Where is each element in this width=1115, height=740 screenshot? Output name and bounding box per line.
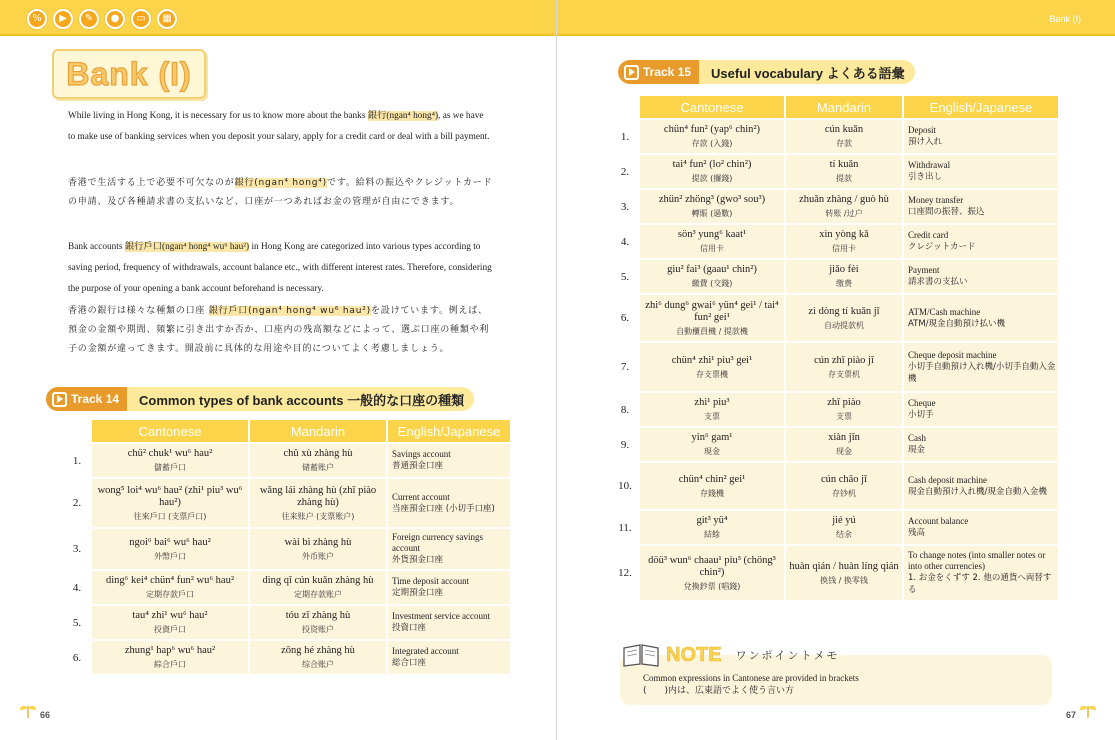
english-term: Savings account xyxy=(392,449,451,459)
cantonese-characters: 結餘 xyxy=(704,530,720,539)
table-row xyxy=(612,225,1058,258)
dot-icon[interactable]: ● xyxy=(105,9,125,29)
toggle-icon[interactable]: ▭ xyxy=(131,9,151,29)
cantonese-cell xyxy=(92,606,248,639)
page-number-left xyxy=(18,700,50,720)
row-number: 9. xyxy=(620,438,630,451)
table-row xyxy=(612,546,1058,600)
english-term: Payment xyxy=(908,265,940,275)
row-number: 2. xyxy=(72,497,82,509)
intro-text: 香港で生活する上で必要不可欠なのが xyxy=(68,178,235,188)
left-header-bar xyxy=(0,0,556,36)
japanese-term: 定期預金口座 xyxy=(392,588,444,598)
cantonese-cell xyxy=(640,260,784,293)
intro-paragraph-jp-2 xyxy=(68,302,493,359)
mandarin-cell xyxy=(250,571,386,604)
intro-text: , as we have to make use of banking services when you deposit your salary, apply for a credit card or deal with a bill payment. xyxy=(68,111,490,142)
japanese-term: 預け入れ xyxy=(908,137,943,147)
english-term: Integrated account xyxy=(392,646,459,656)
track-14-title: Common types of bank accounts 一般的な口座の種類 xyxy=(127,387,474,411)
cantonese-cell xyxy=(92,444,248,477)
japanese-term: 1. お金をくずす 2. 他の通貨へ両替する xyxy=(908,573,1052,595)
intro-paragraph-en-2 xyxy=(68,237,493,300)
col-header-english-japanese: English/Japanese xyxy=(388,420,510,442)
leaf-icon xyxy=(18,700,38,720)
mandarin-pinyin: chǔ xù zhàng hù xyxy=(283,448,353,459)
english-term: Time deposit account xyxy=(392,576,470,586)
intro-text: 香港の銀行は様々な種類の口座 xyxy=(68,306,209,316)
cantonese-characters: 投資戶口 xyxy=(154,625,186,634)
mandarin-cell xyxy=(250,606,386,639)
cantonese-romanization: zhung¹ hap⁶ wu⁶ hau² xyxy=(124,645,216,656)
header-chapter-title: Bank (I) xyxy=(1049,14,1081,24)
japanese-term: 外貨預金口座 xyxy=(392,555,444,565)
row-number: 8. xyxy=(620,403,630,416)
mandarin-pinyin: zhī piào xyxy=(827,397,861,408)
cantonese-cell xyxy=(640,463,784,509)
col-header-cantonese: Cantonese xyxy=(92,420,248,442)
mandarin-cell xyxy=(786,225,902,258)
cantonese-characters: 儲蓄戶口 xyxy=(154,463,186,472)
cantonese-characters: 轉賬 (過數) xyxy=(691,209,733,218)
mandarin-cell xyxy=(786,190,902,223)
col-header-mandarin: Mandarin xyxy=(250,420,386,442)
mandarin-pinyin: cún zhī piào jī xyxy=(814,354,874,366)
row-number: 5. xyxy=(72,616,82,629)
mandarin-pinyin: cún kuǎn xyxy=(824,124,864,135)
english-japanese-cell xyxy=(904,511,1058,544)
note-subtitle: ワンポイントメモ xyxy=(735,649,840,662)
cantonese-characters: 支票 xyxy=(704,412,720,421)
intro-paragraph-en-1 xyxy=(68,106,493,148)
mandarin-pinyin: xìn yòng kǎ xyxy=(819,229,869,240)
cantonese-cell xyxy=(92,571,248,604)
table-row xyxy=(612,295,1058,341)
cantonese-characters: 存款 (入錢) xyxy=(691,139,733,148)
cantonese-cell xyxy=(92,641,248,674)
english-term: Account balance xyxy=(908,516,969,526)
table-row xyxy=(612,155,1058,188)
mandarin-pinyin: huàn qián / huàn líng qián xyxy=(789,560,899,572)
row-number: 11. xyxy=(618,521,632,534)
play-icon[interactable]: ▶ xyxy=(53,9,73,29)
japanese-term: 口座間の振替、振込 xyxy=(908,207,985,217)
cantonese-romanization: tau⁴ zhi¹ wu⁶ hau² xyxy=(132,610,208,621)
row-number: 1. xyxy=(72,454,82,467)
cantonese-cell xyxy=(92,529,248,569)
cantonese-romanization: chü² chuk¹ wu⁶ hau² xyxy=(127,448,213,459)
english-term: Withdrawal xyxy=(908,160,951,170)
mandarin-pinyin: wài bì zhàng hù xyxy=(284,536,352,548)
mandarin-characters: 自动提款机 xyxy=(824,320,864,330)
english-term: Cash xyxy=(908,433,926,443)
english-japanese-cell xyxy=(904,295,1058,341)
mandarin-pinyin: zhuǎn zhàng / guò hù xyxy=(799,194,889,205)
mandarin-cell xyxy=(786,260,902,293)
cantonese-characters: 綜合戶口 xyxy=(154,660,186,669)
english-term: Foreign currency savings account xyxy=(392,532,483,553)
mandarin-characters: 定期存款账户 xyxy=(294,590,342,599)
mandarin-pinyin: zōng hé zhàng hù xyxy=(281,645,355,656)
track-14-play-button[interactable] xyxy=(46,387,127,411)
note-text xyxy=(643,672,859,698)
intro-text: を設けています。例えば、預金の金額や期間、頻繁に引き出すか否か、口座内の残高額などによって、選ぶ口座の種類や利子の金額が違ってきます。開設前に具体的な用途や目的についてよく考慮しましょう。 xyxy=(68,306,490,354)
english-japanese-cell xyxy=(388,641,510,674)
japanese-term: 小切手 xyxy=(908,410,934,420)
track-15-title: Useful vocabulary よくある語彙 xyxy=(699,60,915,84)
english-japanese-cell xyxy=(904,393,1058,426)
english-japanese-cell xyxy=(904,343,1058,391)
cantonese-cell xyxy=(640,190,784,223)
audio-play-icon xyxy=(624,65,639,80)
page-number-text: 66 xyxy=(40,710,51,720)
cantonese-cell xyxy=(640,343,784,391)
japanese-term: 現金自動預け入れ機/現金自動入金機 xyxy=(908,486,1047,497)
mandarin-pinyin: dìng qī cún kuǎn zhàng hù xyxy=(262,575,374,586)
intro-text: in Hong Kong are categorized into various types according to saving period, frequency of withdrawals, account balance etc., with different interest rates. Therefore, considering the purpose of your opening a bank account beforehand is necessary. xyxy=(68,242,492,294)
row-number: 3. xyxy=(620,200,630,213)
cantonese-characters: 提款 (攞錢) xyxy=(691,174,733,183)
highlight-term: 銀行(ngan⁴ hong⁴) xyxy=(234,178,327,188)
mandarin-characters: 信用卡 xyxy=(832,244,856,253)
english-japanese-cell xyxy=(388,606,510,639)
english-term: Deposit xyxy=(908,125,936,135)
track-tag-label: Track 14 xyxy=(71,392,120,406)
mandarin-cell xyxy=(786,546,902,600)
intro-text: While living in Hong Kong, it is necessary for us to know more about the banks xyxy=(68,111,368,121)
mandarin-characters: 投资账户 xyxy=(302,625,334,634)
cantonese-characters: 信用卡 xyxy=(700,244,724,253)
num-header xyxy=(612,96,638,118)
japanese-term: 総合口座 xyxy=(392,658,427,668)
cantonese-cell xyxy=(640,225,784,258)
table-row xyxy=(612,511,1058,544)
mandarin-cell xyxy=(250,529,386,569)
cantonese-romanization: tai⁴ fun² (lo² chin²) xyxy=(672,159,752,170)
english-japanese-cell xyxy=(904,120,1058,153)
row-number: 7. xyxy=(620,361,630,373)
cantonese-characters: 存支票機 xyxy=(696,369,728,379)
cantonese-romanization: git³ yü⁴ xyxy=(696,515,728,526)
table-header-row xyxy=(612,96,1058,118)
table-row xyxy=(64,571,510,604)
cantonese-cell xyxy=(640,155,784,188)
cantonese-cell xyxy=(640,546,784,600)
toolbar xyxy=(27,9,177,29)
english-term: ATM/Cash machine xyxy=(908,306,981,317)
japanese-term: 投資口座 xyxy=(392,623,427,633)
cantonese-romanization: chün⁴ chin² gei¹ xyxy=(678,473,746,485)
cantonese-romanization: ding⁶ kei⁴ chün⁴ fun² wu⁶ hau² xyxy=(106,575,234,586)
mandarin-characters: 外币账户 xyxy=(302,551,334,561)
intro-paragraph-jp-1 xyxy=(68,174,493,212)
note-line-en: Common expressions in Cantonese are provided in brackets xyxy=(643,673,859,683)
english-japanese-cell xyxy=(904,190,1058,223)
japanese-term: 請求書の支払い xyxy=(908,277,968,287)
mandarin-characters: 转账 /过户 xyxy=(825,209,863,218)
row-number: 6. xyxy=(72,651,82,664)
mandarin-characters: 支票 xyxy=(836,412,852,421)
japanese-term: 残高 xyxy=(908,528,926,538)
english-term: Credit card xyxy=(908,230,949,240)
cantonese-romanization: giu² fai³ (gaau¹ chin²) xyxy=(667,264,757,275)
cantonese-cell xyxy=(640,511,784,544)
note-line-jp: ( )内は、広東語でよく使う言い方 xyxy=(643,686,795,696)
col-header-mandarin: Mandarin xyxy=(786,96,902,118)
japanese-term: クレジットカード xyxy=(908,242,976,252)
table-row xyxy=(64,641,510,674)
track-15-header xyxy=(618,60,915,84)
cantonese-romanization: zhi⁶ dung⁶ gwai⁶ yün⁴ gei¹ / tai⁴ fun² gei¹ xyxy=(645,299,779,323)
english-japanese-cell xyxy=(904,155,1058,188)
english-term: Cash deposit machine xyxy=(908,474,987,485)
track-15-play-button[interactable] xyxy=(618,60,699,84)
cantonese-characters: 自動櫃員機 / 提款機 xyxy=(676,326,748,336)
track-14-header xyxy=(46,387,474,411)
table-row xyxy=(64,479,510,527)
mandarin-cell xyxy=(786,393,902,426)
english-japanese-cell xyxy=(388,479,510,527)
english-japanese-cell xyxy=(904,463,1058,509)
cantonese-cell xyxy=(640,295,784,341)
cantonese-characters: 繳費 (交錢) xyxy=(691,279,733,288)
mandarin-characters: 现金 xyxy=(836,447,852,456)
page-number-right xyxy=(1066,700,1098,720)
english-term: Cheque xyxy=(908,398,936,408)
mandarin-characters: 结余 xyxy=(836,530,852,539)
row-number: 10. xyxy=(618,480,632,492)
cantonese-characters: 往來戶口 (支票戶口) xyxy=(133,511,207,521)
table-row xyxy=(612,428,1058,461)
track-tag-label: Track 15 xyxy=(643,65,692,79)
mandarin-characters: 储蓄账户 xyxy=(302,463,334,472)
mandarin-cell xyxy=(786,120,902,153)
mandarin-characters: 缴费 xyxy=(836,279,852,288)
japanese-term: ATM/現金自動預け払い機 xyxy=(908,318,1006,329)
table-row xyxy=(64,444,510,477)
cantonese-romanization: sön³ yung⁶ kaat¹ xyxy=(677,229,747,240)
account-types-table xyxy=(62,418,512,676)
english-term: Current account xyxy=(392,491,450,502)
percent-icon[interactable]: % xyxy=(27,9,47,29)
cantonese-romanization: chün⁴ zhi¹ piu³ gei¹ xyxy=(671,354,753,366)
mandarin-characters: 存支票机 xyxy=(828,369,860,379)
col-header-cantonese: Cantonese xyxy=(640,96,784,118)
right-header-bar xyxy=(557,0,1115,36)
english-term: To change notes (into smaller notes or into other currencies) xyxy=(908,550,1046,571)
mandarin-pinyin: jiǎo fèi xyxy=(829,264,859,275)
cantonese-characters: 現金 xyxy=(704,447,720,456)
leaf-icon xyxy=(1078,700,1098,720)
col-header-english-japanese: English/Japanese xyxy=(904,96,1058,118)
japanese-term: 小切手自動預け入れ機/小切手自動入金機 xyxy=(908,361,1056,384)
table-row xyxy=(612,343,1058,391)
mandarin-pinyin: cún chāo jī xyxy=(820,473,868,485)
mandarin-characters: 提款 xyxy=(836,174,852,183)
audio-play-icon xyxy=(52,392,67,407)
mandarin-pinyin: tí kuǎn xyxy=(829,159,859,170)
japanese-term: 普通預金口座 xyxy=(392,461,444,471)
row-number: 4. xyxy=(620,235,630,248)
cantonese-romanization: döü³ wun⁶ chaau¹ piu³ (chöng³ chin²) xyxy=(648,554,776,578)
mandarin-characters: 存款 xyxy=(836,139,852,148)
highlight-term: 銀行戶口(ngan⁴ hong⁴ wu⁶ hau²) xyxy=(208,306,371,316)
row-number: 4. xyxy=(72,581,82,594)
vocabulary-table xyxy=(610,94,1060,602)
cantonese-characters: 外幣戶口 xyxy=(154,551,186,561)
cantonese-romanization: zhi¹ piu³ xyxy=(694,397,730,408)
open-book-icon xyxy=(622,642,660,668)
note-header xyxy=(622,640,839,670)
highlight-term: 銀行(ngan⁴ hong⁴) xyxy=(367,111,439,121)
cantonese-cell xyxy=(640,120,784,153)
num-header xyxy=(64,420,90,442)
cantonese-romanization: yin⁶ gam¹ xyxy=(691,432,733,443)
mandarin-pinyin: tóu zī zhàng hù xyxy=(285,610,351,621)
row-number: 2. xyxy=(620,165,630,178)
cantonese-characters: 兌換鈔票 (唱錢) xyxy=(683,581,741,591)
mandarin-cell xyxy=(250,641,386,674)
japanese-term: 引き出し xyxy=(908,172,943,182)
mandarin-pinyin: jié yú xyxy=(832,515,856,526)
mandarin-cell xyxy=(250,479,386,527)
mandarin-characters: 换钱 / 换零钱 xyxy=(820,575,868,585)
mandarin-pinyin: zì dòng tí kuǎn jī xyxy=(808,305,880,317)
table-row xyxy=(612,463,1058,509)
english-term: Cheque deposit machine xyxy=(908,349,997,360)
english-japanese-cell xyxy=(904,546,1058,600)
highlight-term: 銀行戶口(ngan⁴ hong⁴ wu⁶ hau²) xyxy=(124,242,250,252)
cantonese-romanization: chün⁴ fun² (yap⁶ chin²) xyxy=(663,124,761,135)
row-number: 3. xyxy=(72,543,82,555)
mandarin-cell xyxy=(786,295,902,341)
cantonese-characters: 存錢機 xyxy=(700,488,724,498)
row-number: 12. xyxy=(618,567,632,579)
english-japanese-cell xyxy=(904,225,1058,258)
cantonese-characters: 定期存款戶口 xyxy=(146,590,194,599)
mandarin-cell xyxy=(786,463,902,509)
pencil-icon[interactable]: ✎ xyxy=(79,9,99,29)
row-number: 1. xyxy=(620,130,630,143)
mandarin-cell xyxy=(786,428,902,461)
row-number: 5. xyxy=(620,270,630,283)
table-row xyxy=(612,393,1058,426)
cantonese-cell xyxy=(640,393,784,426)
cantonese-cell xyxy=(640,428,784,461)
cantonese-cell xyxy=(92,479,248,527)
table-row xyxy=(64,529,510,569)
japanese-term: 現金 xyxy=(908,445,926,455)
intro-text: です。給料の振込やクレジットカードの申請、及び各種請求書の支払いなど、口座が一つあればお金の管理が自由にできます。 xyxy=(68,178,493,207)
mandarin-characters: 往来账户 (支票账户) xyxy=(281,511,355,521)
english-term: Money transfer xyxy=(908,195,964,205)
note-title: NOTE xyxy=(666,643,722,666)
english-japanese-cell xyxy=(904,428,1058,461)
intro-text: Bank accounts xyxy=(68,242,125,252)
english-japanese-cell xyxy=(388,444,510,477)
mandarin-cell xyxy=(786,511,902,544)
mandarin-cell xyxy=(786,155,902,188)
english-japanese-cell xyxy=(388,571,510,604)
mandarin-cell xyxy=(786,343,902,391)
page-number-text: 67 xyxy=(1066,710,1077,720)
japanese-term: 当座預金口座 (小切手口座) xyxy=(392,503,495,514)
book-icon[interactable]: ▦ xyxy=(157,9,177,29)
english-japanese-cell xyxy=(904,260,1058,293)
row-number: 6. xyxy=(620,312,630,324)
table-header-row xyxy=(64,420,510,442)
table-row xyxy=(612,190,1058,223)
chapter-title xyxy=(52,49,206,99)
cantonese-romanization: wong⁵ loi⁴ wu⁶ hau² (zhi¹ piu³ wu⁶ hau²) xyxy=(97,484,243,508)
cantonese-romanization: ngoi⁶ bai⁶ wu⁶ hau² xyxy=(129,536,211,548)
mandarin-characters: 综合账户 xyxy=(302,660,334,669)
mandarin-pinyin: wǎng lái zhàng hù (zhī piào zhàng hù) xyxy=(259,484,377,508)
english-japanese-cell xyxy=(388,529,510,569)
left-page xyxy=(0,0,557,740)
table-row xyxy=(612,120,1058,153)
table-row xyxy=(64,606,510,639)
english-term: Investment service account xyxy=(392,611,490,621)
mandarin-characters: 存钞机 xyxy=(832,488,856,498)
cantonese-romanization: zhün² zhöng³ (gwo³ sou³) xyxy=(658,194,766,205)
mandarin-pinyin: xiàn jīn xyxy=(828,432,860,443)
table-row xyxy=(612,260,1058,293)
mandarin-cell xyxy=(250,444,386,477)
chapter-title-text: Bank (I) xyxy=(66,55,192,92)
